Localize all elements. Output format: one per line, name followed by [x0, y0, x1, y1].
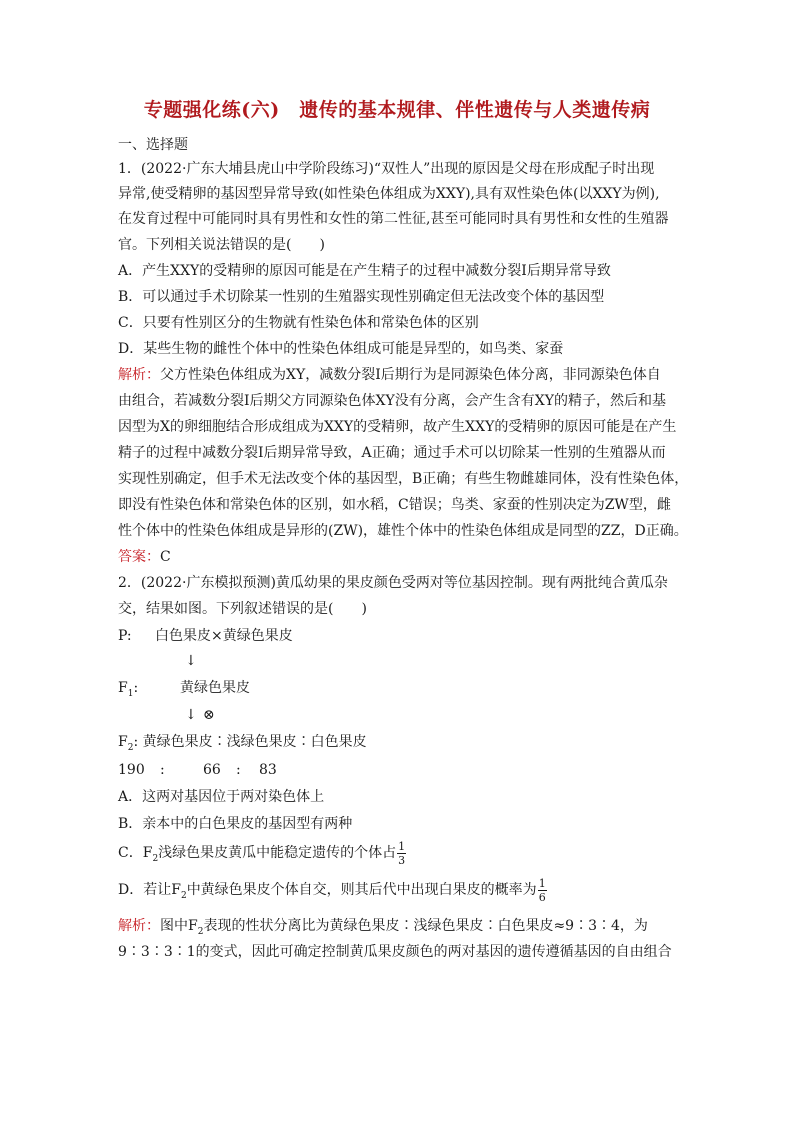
cross-f1-phenotype: 黄绿色果皮: [180, 680, 250, 696]
q2-analysis-line-1: 解析：图中$F_2$表现的性状分离比为黄绿色果皮∶浅绿色果皮∶白色果皮≈9∶3∶4，为: [118, 918, 648, 937]
q1-analysis-line-6: 即没有性染色体和常染色体的区别，如水稻，C错误；鸟类、家蚕的性别决定为ZW型，雌: [118, 497, 671, 513]
cross-ratio-separator: :: [236, 762, 241, 778]
q1-option-c: C．只要有性别区分的生物就有性染色体和常染色体的区别: [118, 315, 479, 331]
q1-stem-line-2: 异常,使受精卵的基因型异常导致(如性染色体组成为XXY),具有双性染色体(以XXY为例),: [118, 186, 660, 202]
q2-option-d: D．若让$F_2$中黄绿色果皮个体自交，则其后代中出现白果皮的概率为 $\frac{1}{6}$: [118, 876, 546, 904]
q1-analysis-line-1: 解析：父方性染色体组成为XY，减数分裂Ⅰ后期行为是同源染色体分离，非同源染色体自: [118, 367, 661, 383]
q2-option-c: C．$F_2$浅绿色果皮黄瓜中能稳定遗传的个体占 $\frac{1}{3}$: [118, 839, 406, 867]
selfing-symbol-icon: ⊗: [203, 707, 215, 723]
q1-stem-line-4: 官。下列相关说法错误的是( ): [118, 237, 325, 253]
q1-answer: [118, 548, 171, 566]
q1-analysis-line-5: 实现性别确定，但手术无法改变个体的基因型，B正确；有些生物雌雄同体，没有性染色体，: [118, 471, 689, 487]
cross-ratio-separator: :: [160, 762, 165, 778]
q2-stem-line-1: 2．(2022·广东模拟预测)黄瓜幼果的果皮颜色受两对等位基因控制。现有两批纯合黄瓜杂: [118, 575, 668, 591]
cross-p-parents: 白色果皮×黄绿色果皮: [155, 628, 293, 644]
q1-answer-value: C: [160, 549, 171, 565]
cross-f2-count-1: 190: [118, 762, 145, 778]
q1-analysis-line-2: 由组合，若减数分裂Ⅰ后期父方同源染色体XY没有分离，会产生含有XY的精子，然后和基: [118, 393, 666, 409]
cross-f2-count-3: 83: [259, 762, 277, 778]
fraction: $\frac{1}{3}$: [398, 839, 406, 867]
q1-option-a: A．产生XXY的受精卵的原因可能是在产生精子的过程中减数分裂Ⅰ后期异常导致: [118, 263, 611, 279]
q1-analysis-line-3: 因型为X的卵细胞结合形成组成为XXY的受精卵，故产生XXY的受精卵的原因可能是在产生: [118, 419, 677, 435]
section-heading: 一、选择题: [118, 137, 188, 153]
q1-analysis-line-4: 精子的过程中减数分裂Ⅰ后期异常导致，A正确；通过手术可以切除某一性别的生殖器从而: [118, 445, 666, 461]
cross-p-label: P:: [118, 628, 132, 644]
q2-option-a: A．这两对基因位于两对染色体上: [118, 789, 325, 805]
page-title: 专题强化练(六) 遗传的基本规律、伴性遗传与人类遗传病: [143, 99, 651, 121]
q1-stem-line-3: 在发育过程中可能同时具有男性和女性的第二性征,甚至可能同时具有男性和女性的生殖器: [118, 211, 669, 227]
q2-stem-line-2: 交，结果如图。下列叙述错误的是( ): [118, 601, 367, 617]
q2-option-b: B．亲本中的白色果皮的基因型有两种: [118, 816, 353, 832]
cross-f1-label: $F_1$:: [118, 680, 139, 699]
q1-option-b: B．可以通过手术切除某一性别的生殖器实现性别确定但无法改变个体的基因型: [118, 289, 605, 305]
q1-stem-line-1: 1．(2022·广东大埔县虎山中学阶段练习)“双性人”出现的原因是父母在形成配子时出现: [118, 161, 655, 177]
q1-answer-label: 答案：: [118, 549, 160, 565]
cross-f2-count-2: 66: [203, 762, 221, 778]
q2-analysis-label: 解析：: [118, 918, 160, 934]
fraction: $\frac{1}{6}$: [538, 876, 546, 904]
cross-arrow-down-icon: ↓: [185, 653, 197, 669]
cross-f2-phenotypes: $F_2$: 黄绿色果皮∶浅绿色果皮∶白色果皮: [118, 734, 367, 753]
cross-arrow-down-icon: ↓: [185, 707, 197, 723]
q1-analysis-label: 解析：: [118, 367, 160, 383]
q1-analysis-line-7: 性个体中的性染色体组成是异形的(ZW)，雄性个体中的性染色体组成是同型的ZZ，D正确。: [118, 523, 688, 539]
q1-option-d: D．某些生物的雌性个体中的性染色体组成可能是异型的，如鸟类、家蚕: [118, 341, 564, 357]
q2-analysis-line-2: 9∶3∶3∶1的变式，因此可确定控制黄瓜果皮颜色的两对基因的遗传遵循基因的自由组合: [118, 944, 672, 960]
